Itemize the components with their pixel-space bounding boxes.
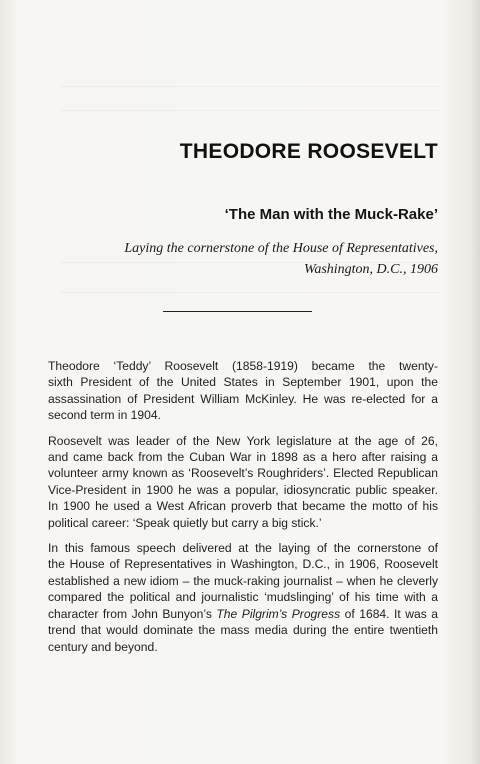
text-line: assassination of President William McKinley. He was re-elected for a <box>48 391 438 406</box>
paragraph-3 <box>48 540 438 655</box>
text-line: Vice-President in 1900 he was a popular, idiosyncratic public speaker. <box>48 482 438 497</box>
text-line: the House of Representatives in Washington, D.C., in 1906, Roosevelt <box>48 557 438 572</box>
text-line: and came back from the Cuban War in 1898 as a hero after raising a <box>48 450 438 465</box>
text-line: political career: ‘Speak quietly but carry a big stick.’ <box>48 515 322 530</box>
section-divider <box>163 311 312 312</box>
text-fragment: of 1684. It was a <box>340 606 438 621</box>
text-line: century and beyond. <box>48 639 158 654</box>
text-line: compared the political and journalistic ‘mudslinging’ of his time with a <box>48 590 438 605</box>
paragraph-1 <box>48 358 438 424</box>
text-line: In this famous speech delivered at the laying of the cornerstone of <box>48 541 438 556</box>
occasion-line: Laying the cornerstone of the House of Representatives, <box>124 241 438 256</box>
speech-occasion <box>124 238 438 280</box>
text-line: Roosevelt was leader of the New York legislature at the age of 26, <box>48 433 438 448</box>
text-line: second term in 1904. <box>48 408 161 423</box>
show-through <box>60 292 440 293</box>
show-through <box>60 86 440 87</box>
text-line <box>48 606 438 622</box>
text-line: trend that would dominate the mass media during the entire twentieth <box>48 623 438 638</box>
show-through <box>60 110 440 111</box>
text-line: established a new idiom – the muck-raking journalist – when he cleverly <box>48 573 438 588</box>
chapter-title: THEODORE ROOSEVELT <box>179 140 438 163</box>
text-line: sixth President of the United States in September 1901, upon the <box>48 375 438 390</box>
introduction-text <box>48 358 438 664</box>
text-line: Theodore ‘Teddy’ Roosevelt (1858-1919) became the twenty- <box>48 359 438 373</box>
book-title: The Pilgrim’s Progress <box>216 606 341 621</box>
text-fragment: character from John Bunyon’s <box>48 606 217 621</box>
speech-title: ‘The Man with the Muck-Rake’ <box>224 206 438 223</box>
occasion-line: Washington, D.C., 1906 <box>303 262 438 277</box>
paragraph-2 <box>48 433 438 531</box>
text-line: In 1900 he used a West African proverb that became the motto of his <box>48 499 438 514</box>
text-line: volunteer army known as ‘Roosevelt’s Roughriders’. Elected Republican <box>48 466 438 481</box>
